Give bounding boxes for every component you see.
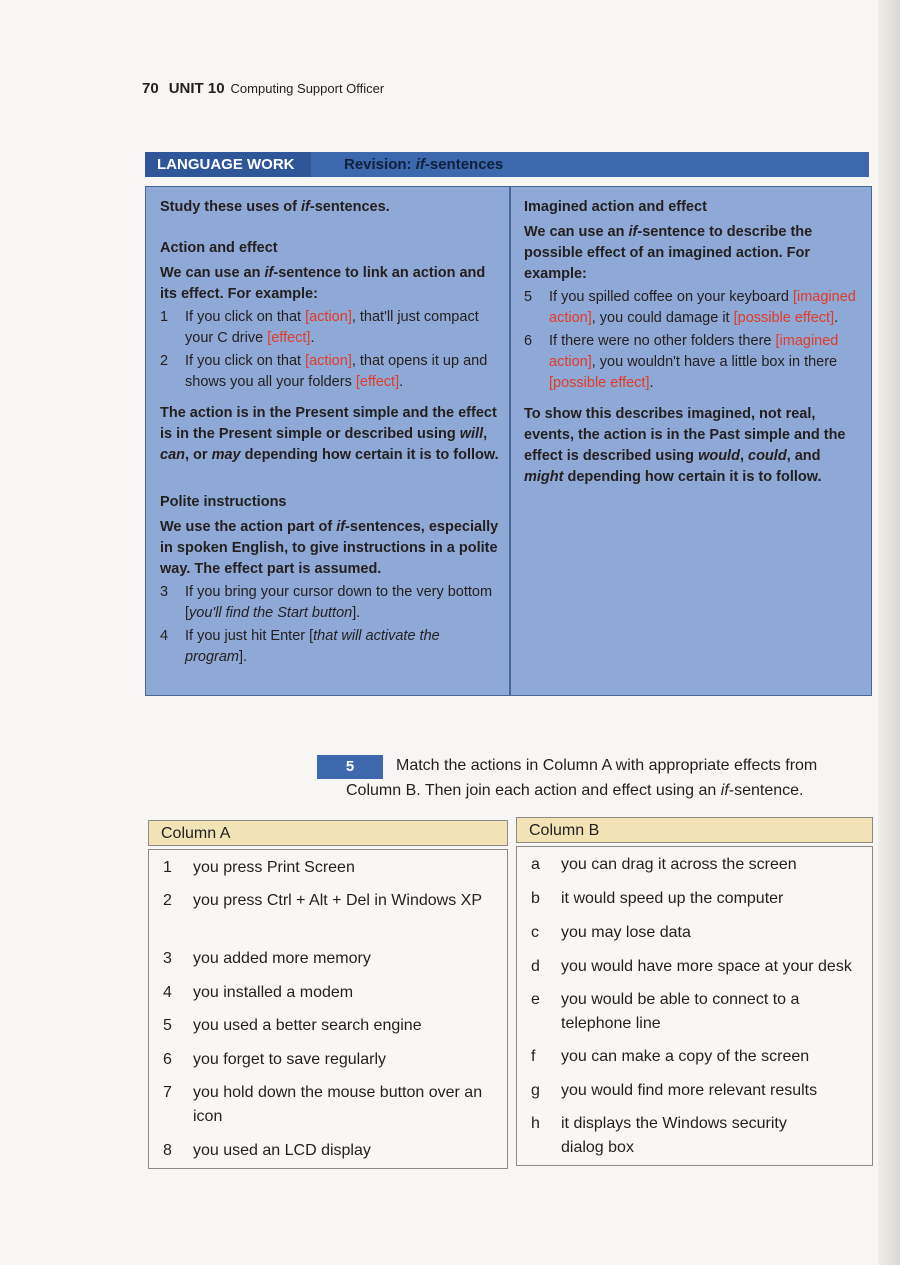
- list-item: 4 you installed a modem: [163, 984, 354, 1001]
- list-item: 7 you hold down the mouse button over an icon: [163, 1084, 483, 1125]
- column-a-header: Column A: [148, 820, 508, 846]
- list-item: f you can make a copy of the screen: [531, 1048, 810, 1065]
- list-item: 1 you press Print Screen: [163, 859, 355, 876]
- list-item: b it would speed up the computer: [531, 890, 784, 907]
- list-item: 5 you used a better search engine: [163, 1017, 422, 1034]
- example-item: 2 If you click on that [action], that opens it up and shows you all your folders [effect].: [160, 353, 488, 390]
- polite-desc: We use the action part of if-sentences, especially in spoken English, to give instructions in a polite way. The effect part is assumed.: [160, 519, 499, 577]
- action-effect-heading: Action and effect: [160, 240, 278, 256]
- example-item: 1 If you click on that [action], that'll just compact your C drive [effect].: [160, 309, 479, 346]
- task-instructions: Match the actions in Column A with appropriate effects from Column B. Then join each action and effect using an if-sentence.: [346, 757, 818, 799]
- right-panel: [524, 197, 862, 488]
- list-item: c you may lose data: [531, 924, 691, 941]
- language-work-bar: [145, 152, 869, 177]
- column-a-list: [148, 849, 508, 1169]
- list-item: e you would be able to connect to a telephone line: [531, 991, 800, 1032]
- page-number: 70: [142, 80, 159, 97]
- unit-label: UNIT 10: [168, 80, 225, 97]
- language-work-title: Revision: if-sentences: [344, 156, 504, 173]
- imagined-heading: Imagined action and effect: [524, 199, 707, 215]
- example-item: 4 If you just hit Enter [that will activate the program].: [160, 628, 440, 665]
- task-number-badge: 5: [317, 755, 383, 779]
- action-effect-desc: We can use an if-sentence to link an action and its effect. For example:: [160, 265, 486, 302]
- list-item: 3 you added more memory: [163, 950, 371, 967]
- polite-heading: Polite instructions: [160, 494, 287, 510]
- running-head: [142, 80, 384, 97]
- unit-title: Computing Support Officer: [230, 81, 385, 96]
- example-item: 5 If you spilled coffee on your keyboard [imagined action], you could damage it [possible effect].: [524, 289, 856, 326]
- action-effect-note: The action is in the Present simple and the effect is in the Present simple or described using will, can, or may depending how certain it is to follow.: [160, 405, 499, 463]
- column-b-header: Column B: [516, 817, 873, 843]
- example-item: 3 If you bring your cursor down to the very bottom [you'll find the Start button].: [160, 584, 493, 621]
- example-item: 6 If there were no other folders there [imagined action], you wouldn't have a little box in there [possible effect].: [524, 333, 839, 391]
- list-item: 6 you forget to save regularly: [163, 1051, 386, 1068]
- imagined-note: To show this describes imagined, not real, events, the action is in the Past simple and the effect is described using would, could, and might depending how certain it is to follow.: [524, 406, 846, 485]
- imagined-desc: We can use an if-sentence to describe the possible effect of an imagined action. For example:: [524, 224, 813, 282]
- list-item: 8 you used an LCD display: [163, 1142, 371, 1159]
- column-b-list: [516, 846, 873, 1166]
- intro-text: Study these uses of if-sentences.: [160, 199, 390, 215]
- language-work-box: [145, 186, 872, 696]
- list-item: g you would find more relevant results: [531, 1082, 818, 1099]
- list-item: a you can drag it across the screen: [531, 856, 797, 873]
- language-work-tag: LANGUAGE WORK: [145, 152, 311, 177]
- left-panel: [160, 197, 500, 668]
- list-item: h it displays the Windows security dialog box: [531, 1115, 787, 1156]
- list-item: 2 you press Ctrl + Alt + Del in Windows XP: [163, 892, 482, 909]
- page-edge-shadow: [878, 0, 900, 1265]
- list-item: d you would have more space at your desk: [531, 958, 852, 975]
- column-divider: [509, 187, 511, 695]
